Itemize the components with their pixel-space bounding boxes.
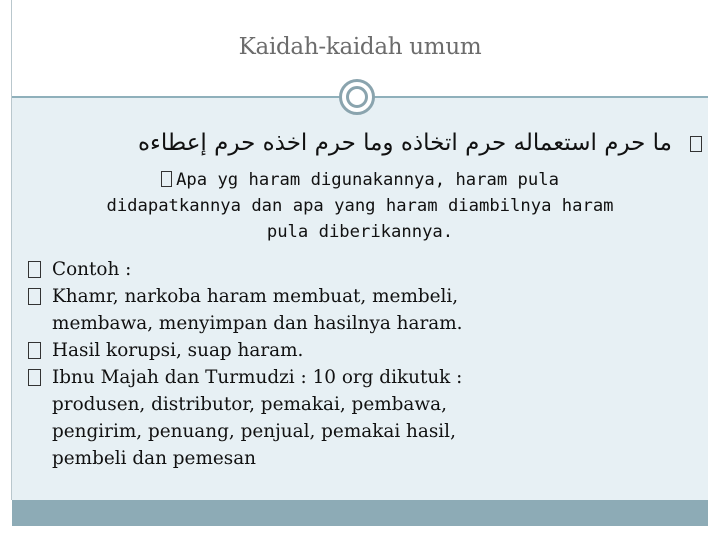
translation-line: didapatkannya dan apa yang haram diambilnya haram bbox=[106, 196, 614, 216]
bullet-text: pembeli dan pemesan bbox=[52, 448, 257, 469]
missing-glyph-bullet-icon bbox=[690, 136, 702, 152]
footer-bar bbox=[12, 500, 708, 526]
bullet-text: Khamr, narkoba haram membuat, membeli, bbox=[52, 286, 459, 307]
bullet-text: pengirim, penuang, penjual, pemakai hasil, bbox=[52, 421, 456, 442]
missing-glyph-bullet-icon bbox=[28, 261, 41, 278]
bullet-text: Ibnu Majah dan Turmudzi : 10 org dikutuk : bbox=[52, 367, 463, 388]
bullet-text: Hasil korupsi, suap haram. bbox=[52, 340, 304, 361]
translation-text: Apa yg haram digunakannya, haram pula bbox=[176, 170, 559, 190]
arabic-rule-text: ما حرم استعماله حرم اتخاذه وما حرم اخذه حرم إعطاءه bbox=[137, 130, 672, 156]
list-item bbox=[26, 337, 686, 364]
missing-glyph-bullet-icon bbox=[28, 369, 41, 386]
list-item bbox=[26, 364, 686, 472]
translation-line: pula diberikannya. bbox=[266, 222, 454, 242]
slide-title: Kaidah-kaidah umum bbox=[238, 34, 482, 60]
translation-block bbox=[22, 167, 698, 245]
bullet-text: produsen, distributor, pemakai, pembawa, bbox=[52, 394, 447, 415]
bullet-text: membawa, menyimpan dan hasilnya haram. bbox=[52, 313, 463, 334]
ring-ornament-inner-icon bbox=[346, 86, 368, 108]
missing-glyph-bullet-icon bbox=[28, 288, 41, 305]
translation-line bbox=[22, 167, 698, 193]
missing-glyph-bullet-icon bbox=[161, 171, 172, 187]
list-item bbox=[26, 256, 686, 283]
bullet-list bbox=[26, 256, 686, 472]
missing-glyph-bullet-icon bbox=[28, 342, 41, 359]
list-item bbox=[26, 283, 686, 337]
arabic-rule-line bbox=[100, 130, 710, 164]
bullet-text: Contoh : bbox=[52, 259, 132, 280]
